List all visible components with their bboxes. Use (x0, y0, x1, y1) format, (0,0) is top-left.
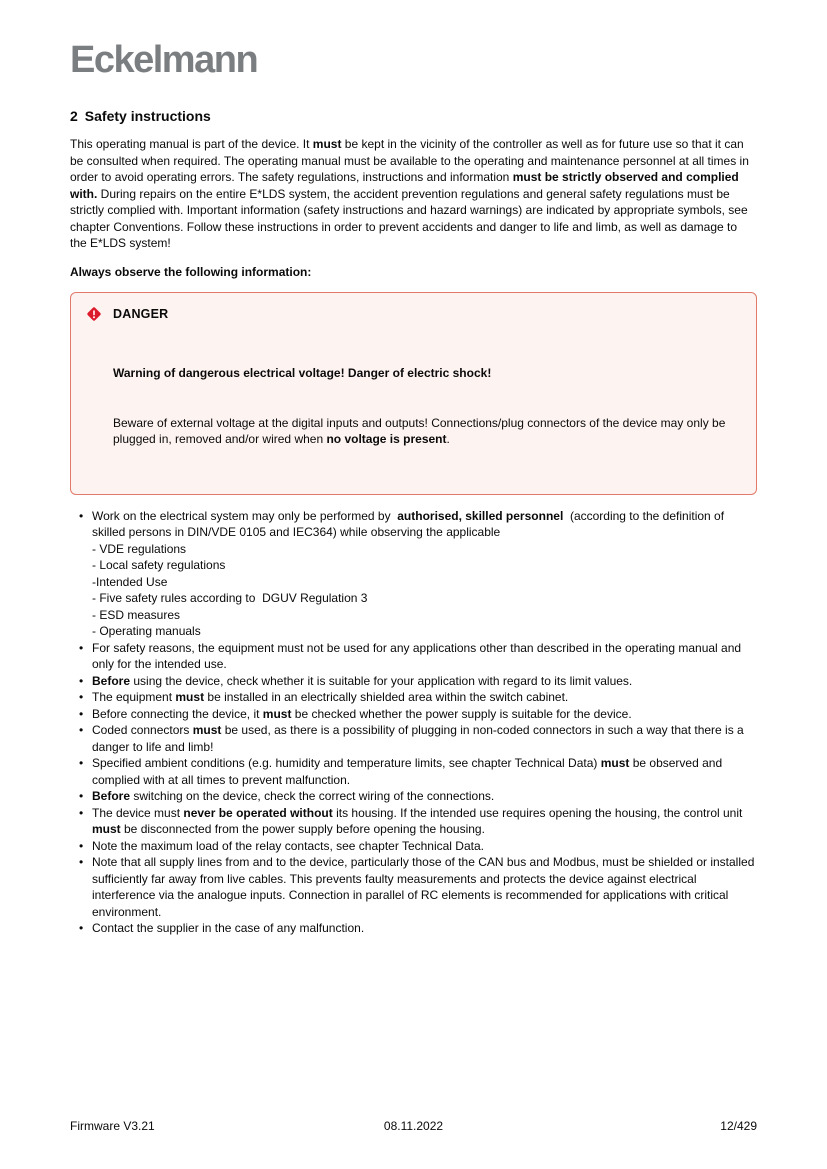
danger-warning-line: Warning of dangerous electrical voltage! Danger of electric shock! (113, 366, 492, 380)
text-segment: - Five safety rules according to DGUV Regulation 3 (92, 591, 368, 605)
danger-title: DANGER (113, 307, 169, 321)
list-item (70, 722, 757, 755)
text-segment: switching on the device, check the correct wiring of the connections. (130, 789, 495, 803)
footer-page-number: 12/429 (720, 1119, 757, 1133)
safety-bullet-list (70, 508, 757, 937)
text-segment: must (262, 706, 292, 721)
text-segment: Work on the electrical system may only be performed by (92, 508, 398, 523)
page-footer (70, 1118, 757, 1134)
text-segment: Before (92, 673, 131, 688)
eckelmann-logo: Eckelmann (70, 39, 258, 81)
text-segment: Note the maximum load of the relay contacts, see chapter Technical Data. (92, 838, 484, 853)
section-title: Safety instructions (84, 108, 211, 124)
text-segment: Contact the supplier in the case of any malfunction. (92, 921, 365, 935)
danger-diamond-icon (86, 306, 102, 322)
text-segment: Before connecting the device, it (92, 706, 263, 721)
text-segment: must be strictly observed and complied with. (70, 170, 743, 201)
text-segment: The device must (92, 805, 184, 820)
list-item (70, 508, 757, 640)
page-content (70, 40, 757, 937)
text-segment: - Operating manuals (92, 624, 201, 638)
list-item (70, 838, 757, 855)
text-segment: no voltage is present (326, 432, 447, 446)
text-segment: never be operated without (183, 805, 333, 820)
section-heading (70, 108, 757, 125)
text-segment: Specified ambient conditions (e.g. humidity and temperature limits, see chapter Technical Data) (92, 756, 601, 770)
footer-firmware-version: Firmware V3.21 (70, 1119, 155, 1133)
text-segment: be disconnected from the power supply before opening the housing. (120, 822, 485, 836)
text-segment: For safety reasons, the equipment must not be used for any applications other than described in the operating manual and only for the intended use. (92, 640, 745, 671)
text-segment: must (312, 137, 342, 151)
text-segment: . (446, 432, 450, 446)
list-item (70, 673, 757, 690)
text-segment: Beware of external voltage at the digital inputs and outputs! Connections/plug connectors of the device may only be plugged in, removed and/or wired when (113, 415, 729, 446)
text-segment: using the device, check whether it is suitable for your application with regard to its limit values. (130, 673, 633, 688)
text-segment: The equipment (92, 690, 176, 704)
list-item (70, 920, 757, 937)
text-segment: be checked whether the power supply is suitable for the device. (291, 706, 632, 721)
text-segment: This operating manual is part of the device. It (70, 137, 313, 151)
text-segment: Note that all supply lines from and to the device, particularly those of the CAN bus and Modbus, must be shielded or installed sufficiently far away from live cables. This prevents faulty measurements and protects the device against electrical interference via the analogue inputs. Connection in parallel of RC elements is recommended for applications with critical environment. (92, 855, 758, 919)
text-segment: must (192, 723, 222, 737)
list-item (70, 640, 757, 673)
text-segment: be installed in an electrically shielded area within the switch cabinet. (204, 690, 569, 704)
intro-paragraph (70, 136, 757, 252)
text-segment: be kept in the vicinity of the controller as well as for future use so that it can be consulted when required. The operating manual must be available to the operating and maintenance personnel at all times in order to avoid operating errors. The safety regulations, instructions and information (70, 137, 753, 184)
danger-description (113, 415, 741, 448)
text-segment: be used, as there is a possibility of plugging in non-coded connectors in such a way that there is a danger to life and limb! (92, 723, 748, 754)
text-segment: authorised, skilled personnel (397, 508, 564, 523)
danger-body (113, 332, 741, 481)
list-item (70, 755, 757, 788)
danger-header (86, 306, 741, 322)
text-segment: must (600, 756, 630, 770)
text-segment: - Local safety regulations (92, 558, 226, 572)
text-segment: must (92, 822, 121, 836)
text-segment: (according to the definition of skilled persons in DIN/VDE 0105 and IEC364) while observing the applicable (92, 508, 728, 539)
text-segment: Before (92, 789, 131, 803)
list-item (70, 805, 757, 838)
footer-date: 08.11.2022 (383, 1119, 444, 1133)
list-item (70, 788, 757, 805)
list-item (70, 689, 757, 706)
list-item (70, 854, 757, 920)
text-segment: - ESD measures (92, 607, 181, 622)
list-item (70, 706, 757, 723)
text-segment: During repairs on the entire E*LDS system, the accident prevention regulations and general safety regulations must be strictly complied with. Important information (safety instructions and hazard warnings) are indicated by appropriate symbols, see chapter Conventions. Follow these instructions in order to prevent accidents and danger to life and limb, as well as damage to the E*LDS system! (70, 186, 751, 250)
text-segment: must (175, 690, 205, 704)
danger-warning-box (70, 292, 757, 495)
text-segment: its housing. If the intended use requires opening the housing, the control unit (332, 805, 746, 820)
text-segment: Coded connectors (92, 723, 193, 737)
section-number: 2 (70, 108, 78, 124)
always-observe-note: Always observe the following information: (70, 264, 312, 279)
text-segment: be observed and complied with at all times to prevent malfunction. (92, 756, 726, 787)
text-segment: - VDE regulations (92, 541, 187, 556)
text-segment: -Intended Use (92, 574, 168, 589)
